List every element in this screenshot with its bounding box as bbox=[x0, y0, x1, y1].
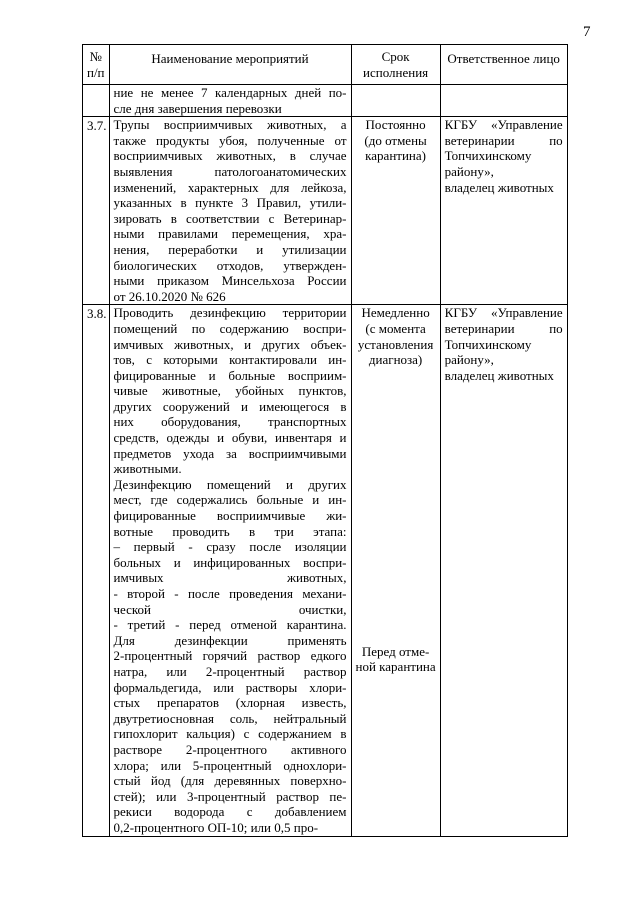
text-line: Немедленно bbox=[361, 305, 430, 321]
text-line: рекиси водорода с добавлением bbox=[113, 804, 347, 820]
header-term: Срок исполнения bbox=[351, 45, 440, 85]
row-name bbox=[109, 85, 351, 117]
text-line: также продукты убоя, полученные от bbox=[113, 132, 347, 148]
text-line: ветеринарии по bbox=[444, 132, 563, 148]
text-line: имчивых животных, и других объек- bbox=[113, 336, 347, 352]
text-line: двутретиосновная соль, нейтральный bbox=[113, 710, 347, 726]
text-line: предметов ухода за восприимчивыми bbox=[113, 445, 347, 461]
text-line: больных и инфицированных воспри- bbox=[113, 554, 347, 570]
row-responsible bbox=[440, 117, 567, 305]
text-line: Трупы восприимчивых животных, а bbox=[113, 117, 347, 133]
text-line: стый йод (для деревянных поверхно- bbox=[113, 773, 347, 789]
text-line: Топчихинскому bbox=[444, 148, 532, 164]
text-line: установления bbox=[357, 336, 434, 352]
row-num: 3.8. bbox=[83, 305, 110, 836]
text-line: Дезинфекцию помещений и других bbox=[113, 476, 347, 492]
text-line: зировать в соответствии с Ветеринар- bbox=[113, 210, 347, 226]
row-term bbox=[351, 117, 440, 305]
table-row-3-8 bbox=[83, 305, 568, 836]
text-line: помещений по содержанию воспри- bbox=[113, 320, 347, 336]
text-line: (с момента bbox=[365, 320, 426, 336]
table-header-row bbox=[83, 45, 568, 85]
text-line: восприимчивых животных, в случае bbox=[113, 148, 347, 164]
text-line: стей); или 3-процентный раствор пе- bbox=[113, 788, 347, 804]
text-line: Топчихинскому bbox=[444, 336, 532, 352]
text-line: ными правилами перемещения, хра- bbox=[113, 226, 347, 242]
row-name bbox=[109, 305, 351, 836]
page-number: 7 bbox=[583, 24, 591, 40]
text-line: ветеринарии по bbox=[444, 320, 563, 336]
row-name bbox=[109, 117, 351, 305]
text-line: Перед отме- bbox=[361, 643, 430, 659]
text-line: владелец животных bbox=[444, 367, 554, 383]
text-line: фицированные и больные восприим- bbox=[113, 367, 347, 383]
text-line: формальдегида, или растворы хлори- bbox=[113, 679, 347, 695]
text-line: мест, где содержались больные и ин- bbox=[113, 492, 347, 508]
text-line: району», bbox=[444, 163, 494, 179]
text-line: них оборудования, транспортных bbox=[113, 414, 347, 430]
text-line: КГБУ «Управление bbox=[444, 117, 563, 133]
text-line: Проводить дезинфекцию территории bbox=[113, 305, 347, 321]
text-line: КГБУ «Управление bbox=[444, 305, 563, 321]
text-line: Для дезинфекции применять bbox=[113, 632, 347, 648]
text-line: гипохлорит кальция) с содержанием в bbox=[113, 726, 347, 742]
text-line: (до отмены bbox=[364, 132, 427, 148]
row-responsible bbox=[440, 305, 567, 836]
text-line: хлора; или 5-процентный однохлори- bbox=[113, 757, 347, 773]
row-num: 3.7. bbox=[83, 117, 110, 305]
text-line: выявления патологоанатомических bbox=[113, 163, 347, 179]
text-line: – первый - сразу после изоляции bbox=[113, 539, 347, 555]
text-line: средств, одежды и обуви, инвентаря и bbox=[113, 430, 347, 446]
text-line: нения, переработки и утилизации bbox=[113, 241, 347, 257]
text-line: фицированные восприимчивые жи- bbox=[113, 508, 347, 524]
text-line: ние не менее 7 календарных дней по- bbox=[113, 85, 347, 100]
text-line: 2-процентный горячий раствор едкого bbox=[113, 648, 347, 664]
text-line: - третий - перед отменой карантина. bbox=[113, 617, 347, 633]
header-responsible: Ответственное лицо bbox=[440, 45, 567, 85]
measures-table bbox=[82, 44, 568, 837]
text-line: указанных в пункте 3 Правил, утили- bbox=[113, 195, 347, 211]
text-line: имчивых животных, bbox=[113, 570, 347, 586]
row-responsible bbox=[440, 85, 567, 117]
table-row-3-7 bbox=[83, 117, 568, 305]
text-line: других сооружений и имеющегося в bbox=[113, 398, 347, 414]
row-num bbox=[83, 85, 110, 117]
text-line: биологических отходов, утвержден- bbox=[113, 257, 347, 273]
text-line: растворе 2-процентного активного bbox=[113, 741, 347, 757]
table-row-continuation bbox=[83, 85, 568, 117]
header-name: Наименование мероприятий bbox=[109, 45, 351, 85]
text-line: карантина) bbox=[365, 148, 426, 164]
row-term bbox=[351, 305, 440, 836]
row-term bbox=[351, 85, 440, 117]
text-line: Постоянно bbox=[365, 117, 426, 133]
text-line: владелец животных bbox=[444, 179, 554, 195]
header-num: № п/п bbox=[83, 45, 110, 85]
text-line: ческой очистки, bbox=[113, 601, 347, 617]
text-line: стых препаратов (хлорная известь, bbox=[113, 695, 347, 711]
text-line: ной карантина bbox=[355, 659, 436, 675]
text-line: от 26.10.2020 № 626 bbox=[113, 288, 226, 304]
text-line: - второй - после проведения механи- bbox=[113, 586, 347, 601]
text-line: вотные проводить в три этапа: bbox=[113, 523, 347, 539]
text-line: чивые животные, убойных пунктов, bbox=[113, 383, 347, 399]
text-line: сле дня завершения перевозки bbox=[113, 100, 282, 116]
text-line: району», bbox=[444, 352, 494, 368]
text-line: животными. bbox=[113, 461, 182, 477]
text-line: тов, с которыми контактировали ин- bbox=[113, 352, 347, 368]
text-line: натра, или 2-процентный раствор bbox=[113, 663, 347, 679]
text-line: ными приказом Минсельхоза России bbox=[113, 273, 347, 289]
text-line: изменений, характерных для лейкоза, bbox=[113, 179, 347, 195]
text-line: диагноза) bbox=[368, 352, 423, 368]
text-line: 0,2-процентного ОП-10; или 0,5 про- bbox=[113, 819, 319, 835]
